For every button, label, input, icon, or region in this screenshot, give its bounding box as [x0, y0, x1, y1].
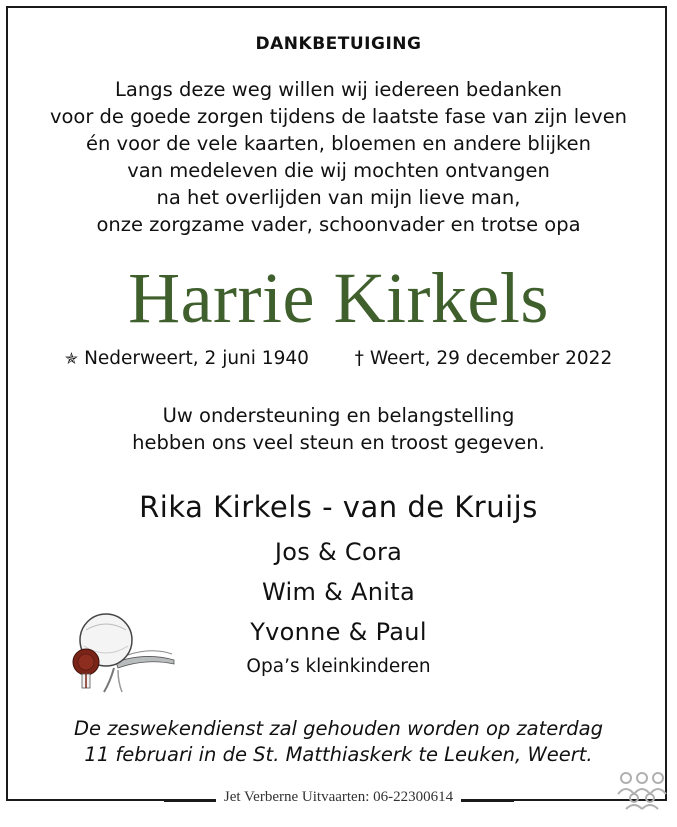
family-member: Yvonne & Paul: [250, 618, 427, 646]
support-line: Uw ondersteuning en belangstelling: [162, 404, 515, 427]
intro-line: onze zorgzame vader, schoonvader en trotse opa: [96, 213, 581, 236]
intro-line: én voor de vele kaarten, bloemen en andere blijken: [85, 132, 592, 155]
life-dates: [0, 348, 677, 369]
intro-line: na het overlijden van mijn lieve man,: [156, 186, 521, 209]
ball-and-club-illustration: [66, 612, 178, 694]
widow-name: Rika Kirkels - van de Kruijs: [139, 490, 538, 524]
intro-line: Langs deze weg willen wij iedereen bedanken: [115, 78, 562, 101]
birth-info: Nederweert, 2 juni 1940: [84, 348, 309, 369]
undertaker-contact: Jet Verberne Uitvaarten: 06-22300614: [216, 789, 461, 805]
support-text: [0, 402, 677, 456]
family-member: Jos & Cora: [274, 538, 403, 566]
intro-text: [0, 76, 677, 238]
family-member: Wim & Anita: [262, 578, 415, 606]
star-icon: ✯: [64, 349, 79, 368]
cross-icon: †: [354, 348, 364, 369]
intro-line: voor de goede zorgen tijdens de laatste fase van zijn leven: [49, 105, 628, 128]
service-line: De zeswekendienst zal gehouden worden op zaterdag: [74, 717, 603, 740]
death-info: Weert, 29 december 2022: [369, 348, 613, 369]
support-line: hebben ons veel steun en troost gegeven.: [132, 431, 545, 454]
notice-heading: DANKBETUIGING: [255, 34, 422, 54]
intro-line: van medeleven die wij mochten ontvangen: [127, 159, 550, 182]
service-line: 11 februari in de St. Matthiaskerk te Leuken, Weert.: [84, 743, 593, 766]
grandchildren-label: Opa’s kleinkinderen: [246, 656, 431, 677]
people-group-icon: [616, 770, 668, 810]
deceased-name: Harrie Kirkels: [128, 258, 549, 338]
undertaker-footer: [0, 789, 677, 806]
service-text: [0, 716, 677, 768]
